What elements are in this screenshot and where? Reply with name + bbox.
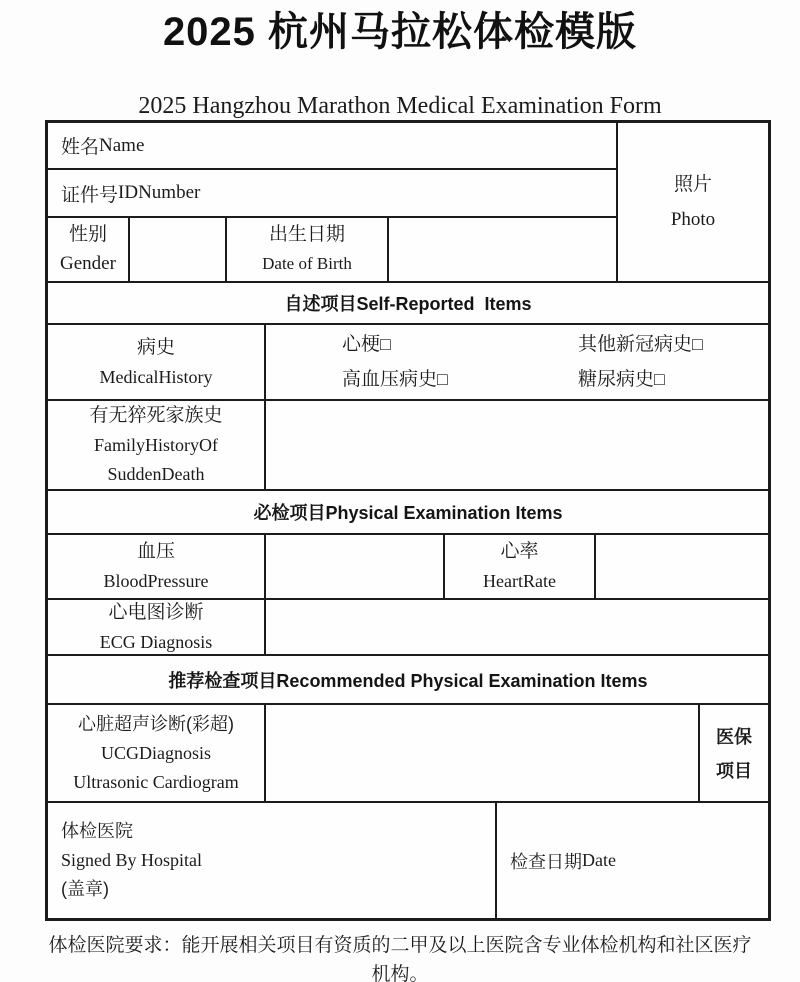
hospital-label-en: Signed By Hospital (61, 850, 203, 870)
medical-history-label-cell (48, 325, 266, 401)
blood-pressure-label-cell (48, 535, 266, 600)
ucg-label-zh: 心脏超声诊断(彩超) (78, 714, 234, 734)
gender-label-zh: 性别 (68, 224, 107, 245)
medicare-label-line1: 医保 (716, 727, 752, 747)
family-history-label-en2: SuddenDeath (107, 464, 205, 484)
section-header-self-reported (48, 283, 768, 325)
checkbox-icon: □ (654, 369, 665, 389)
ucg-label-en2: Ultrasonic Cardiogram (73, 772, 239, 792)
medical-history-label-zh: 病史 (136, 336, 175, 358)
name-label-en: Name (99, 134, 145, 156)
section-header-recommended-text: 推荐检查项目Recommended Physical Examination Items (168, 670, 648, 691)
family-history-label-en1: FamilyHistoryOf (94, 435, 218, 455)
gender-label-en: Gender (60, 253, 116, 274)
name-label-zh: 姓名 (61, 137, 100, 158)
heart-rate-label-en: HeartRate (483, 571, 556, 591)
hospital-requirements-note (0, 931, 800, 982)
hospital-label-zh: 体检医院 (61, 821, 133, 841)
ecg-label-en: ECG Diagnosis (99, 631, 213, 652)
medical-history-option (342, 327, 448, 362)
hospital-cell (48, 803, 497, 918)
family-history-label-zh: 有无猝死家族史 (89, 405, 223, 426)
medicare-item-cell (700, 705, 768, 803)
heart-rate-label-zh: 心率 (500, 541, 539, 562)
date-of-birth-label-en: Date of Birth (262, 254, 352, 273)
medical-history-option (578, 327, 703, 362)
ecg-value-cell (266, 600, 768, 656)
hospital-requirements-line2: 机构。 (371, 964, 429, 982)
page-title: 2025 杭州马拉松体检模版 (162, 10, 638, 54)
date-of-birth-value-cell (389, 218, 618, 283)
id-number-label-en: IDNumber (118, 182, 201, 203)
photo-label-zh: 照片 (673, 173, 712, 195)
medical-history-option (342, 362, 448, 397)
medical-history-options-column-2 (578, 327, 703, 397)
family-history-value-cell (266, 401, 768, 491)
blood-pressure-label-en: BloodPressure (103, 571, 209, 591)
option-label: 高血压病史 (342, 369, 438, 390)
ecg-label-cell (48, 600, 266, 656)
option-label: 心梗 (342, 334, 381, 355)
medical-history-label-en: MedicalHistory (99, 366, 213, 387)
ecg-label-zh: 心电图诊断 (108, 601, 204, 623)
heart-rate-label-cell (445, 535, 596, 600)
ucg-label-en1: UCGDiagnosis (100, 743, 211, 763)
date-of-birth-label-cell (227, 218, 389, 283)
medical-examination-form-table (45, 120, 771, 921)
section-header-physical-text: 必检项目Physical Examination Items (253, 503, 563, 523)
medical-history-options-cell (266, 325, 768, 401)
option-label: 其他新冠病史 (578, 334, 693, 355)
section-header-physical (48, 491, 768, 535)
gender-label-cell (48, 218, 130, 283)
name-field-cell (48, 123, 618, 170)
exam-date-label-en: Date (582, 850, 616, 870)
hospital-seal-label: (盖章) (61, 879, 109, 899)
section-header-recommended (48, 656, 768, 705)
photo-label-en: Photo (670, 208, 716, 230)
checkbox-icon: □ (380, 334, 391, 354)
medicare-label-line2: 项目 (716, 761, 752, 781)
blood-pressure-value-cell (266, 535, 445, 600)
checkbox-icon: □ (692, 334, 703, 354)
gender-value-cell (130, 218, 227, 283)
option-label: 糖尿病史 (578, 369, 655, 390)
family-history-label-cell (48, 401, 266, 491)
id-number-field-cell (48, 170, 618, 218)
exam-date-label-zh: 检查日期 (510, 851, 582, 872)
id-number-label-zh: 证件号 (61, 184, 119, 206)
section-header-self-reported-text: 自述项目Self-Reported Items (284, 294, 532, 314)
ucg-label-cell (48, 705, 266, 803)
blood-pressure-label-zh: 血压 (136, 541, 175, 562)
heart-rate-value-cell (596, 535, 768, 600)
medical-history-options-column-1 (342, 327, 448, 397)
medical-history-option (578, 362, 703, 397)
hospital-requirements-line1: 体检医院要求：能开展相关项目有资质的二甲及以上医院含专业体检机构和社区医疗 (48, 935, 752, 956)
ucg-value-cell (266, 705, 700, 803)
checkbox-icon: □ (437, 369, 448, 389)
photo-cell (618, 123, 768, 283)
exam-date-cell (497, 803, 768, 918)
page-subtitle: 2025 Hangzhou Marathon Medical Examination Form (138, 93, 662, 119)
date-of-birth-label-zh: 出生日期 (268, 224, 345, 245)
